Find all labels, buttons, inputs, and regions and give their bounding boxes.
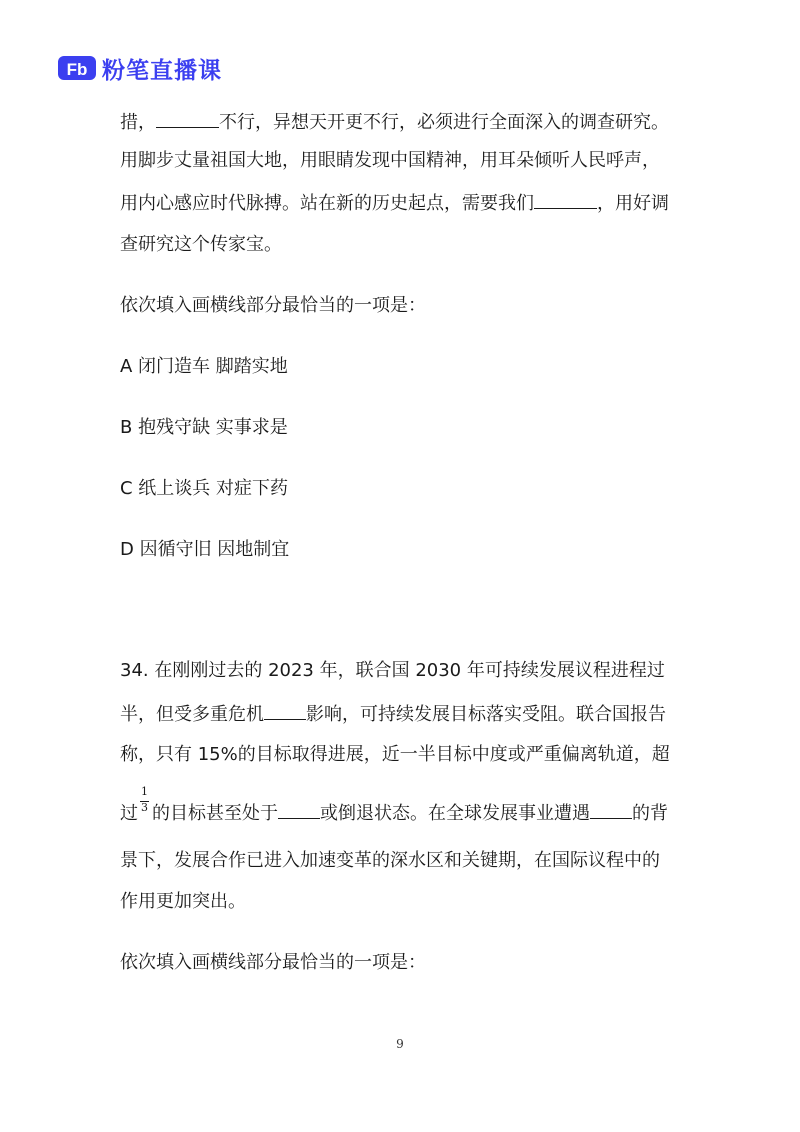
- fraction-one-third: $\frac{1}{3}$: [141, 785, 148, 814]
- passage-line-3: 用内心感应时代脉搏。站在新的历史起点，需要我们 ，用好调: [120, 193, 669, 214]
- q34-line-6: 作用更加突出。: [120, 891, 246, 912]
- passage-line-4: 查研究这个传家宝。: [120, 234, 282, 255]
- answer-blank: [278, 801, 320, 819]
- q34-line-1: 34. 在刚刚过去的 2023 年，联合国 2030 年可持续发展议程进程过: [120, 660, 665, 681]
- option-a: A 闭门造车 脚踏实地: [120, 356, 288, 377]
- brand-name: 粉笔直播课: [102, 57, 222, 84]
- option-c: C 纸上谈兵 对症下药: [120, 478, 289, 499]
- fb-logo-icon: [58, 54, 96, 82]
- passage-line-2: 用脚步丈量祖国大地，用眼睛发现中国精神，用耳朵倾听人民呼声，: [120, 150, 660, 171]
- q34-line-5: 景下，发展合作已进入加速变革的深水区和关键期，在国际议程中的: [120, 850, 660, 871]
- q34-line-2: 半，但受多重危机 影响，可持续发展目标落实受阻。联合国报告: [120, 704, 666, 725]
- option-d: D 因循守旧 因地制宜: [120, 539, 290, 560]
- q34-line-3: 称，只有 15%的目标取得进展，近一半目标中度或严重偏离轨道，超: [120, 744, 670, 765]
- logo-mark-text: Fb: [66, 60, 88, 79]
- q34-prompt: 依次填入画横线部分最恰当的一项是：: [120, 952, 426, 973]
- q34-line-4: 过 $\frac{1}{3}$ 的目标甚至处于 或倒退状态。在全球发展事业遭遇 的背: [120, 785, 668, 824]
- page-number: 9: [396, 1037, 404, 1051]
- answer-blank: [156, 110, 219, 128]
- option-b: B 抱残守缺 实事求是: [120, 417, 288, 438]
- answer-blank: [264, 702, 306, 720]
- passage-line-1: 措， 不行，异想天开更不行，必须进行全面深入的调查研究。: [120, 112, 669, 133]
- brand-logo: [58, 53, 222, 83]
- question-prompt: 依次填入画横线部分最恰当的一项是：: [120, 295, 426, 316]
- answer-blank: [590, 801, 632, 819]
- answer-blank: [534, 191, 597, 209]
